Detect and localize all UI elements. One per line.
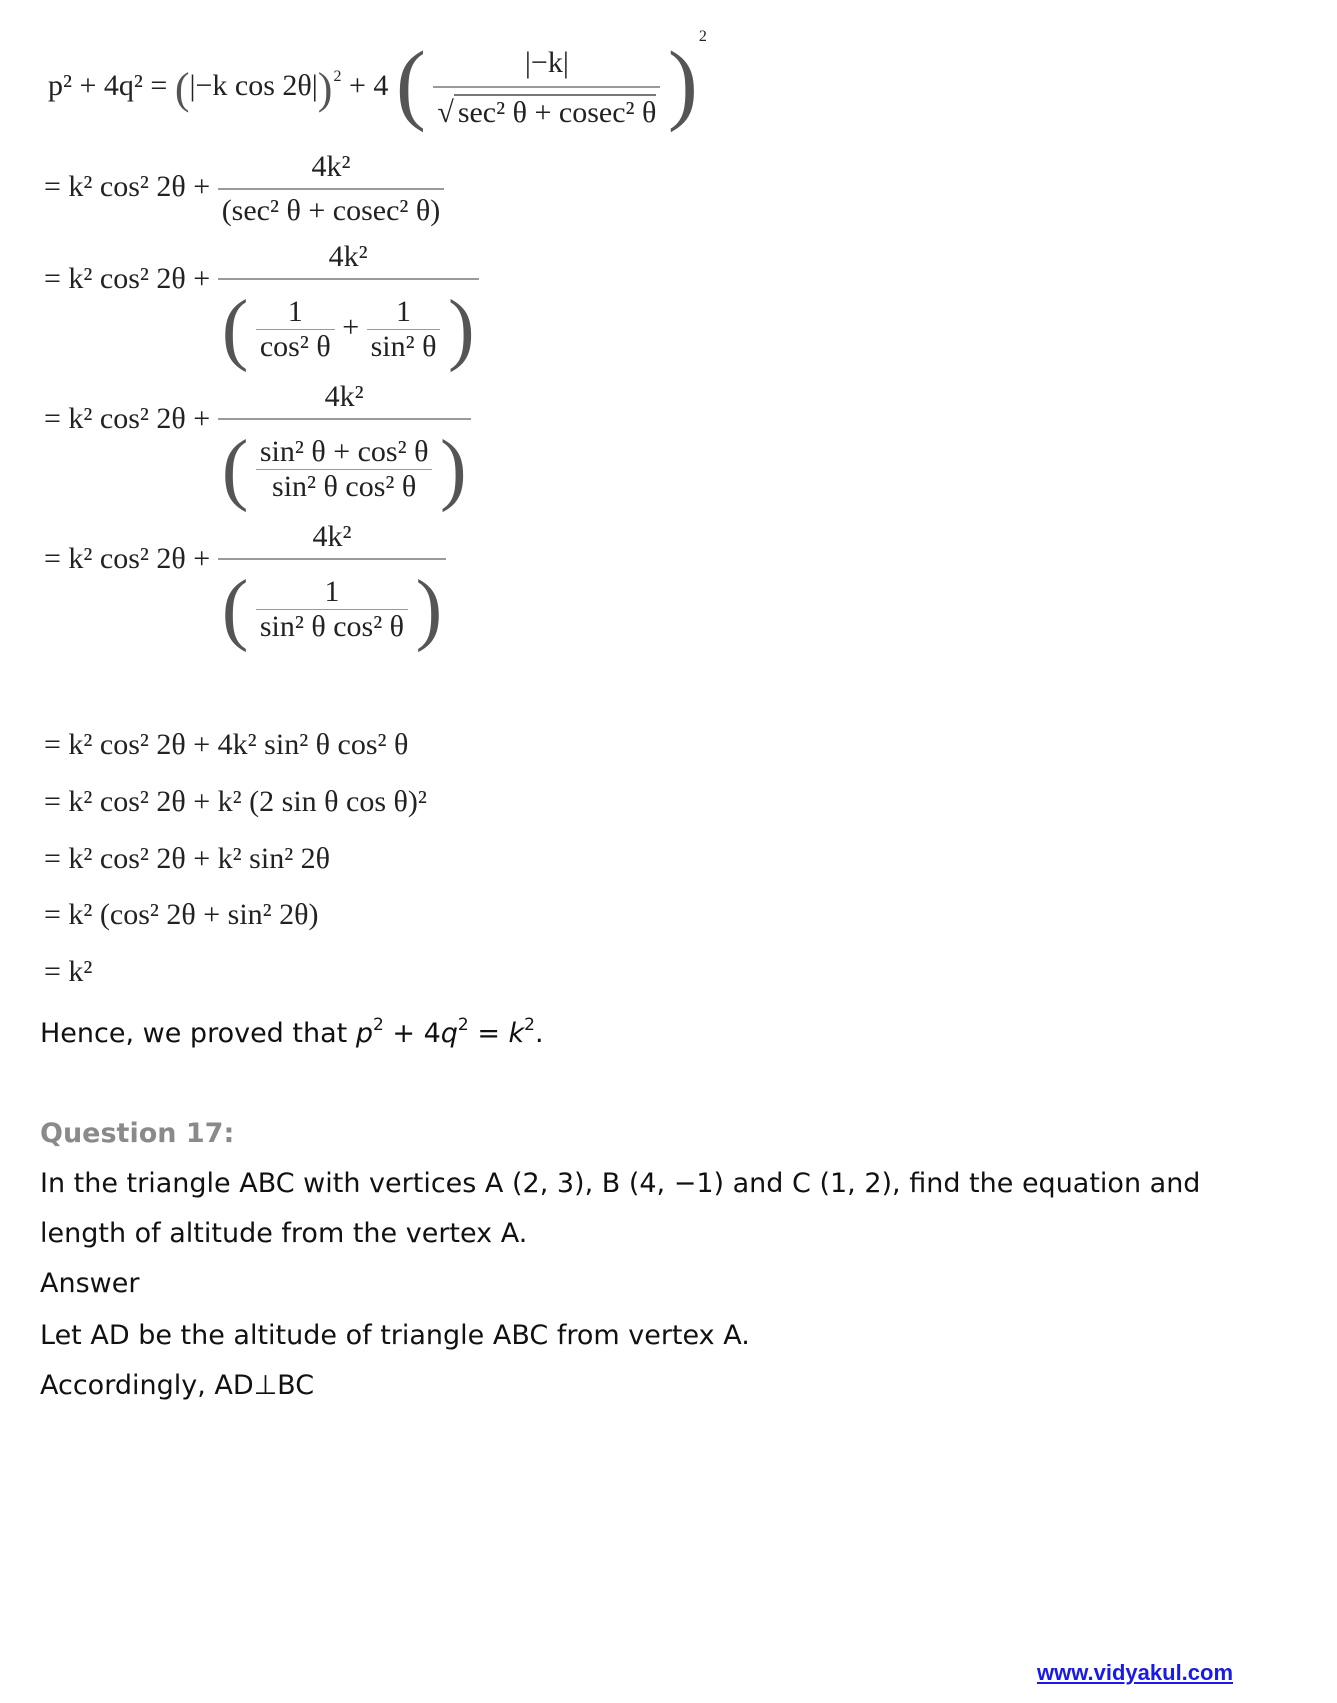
paren-open: ( [221, 425, 249, 513]
fraction-bar [218, 278, 479, 280]
eq4-fraction [218, 380, 471, 515]
paren-open: ( [174, 63, 190, 113]
eq4-numerator: 4k² [324, 380, 364, 413]
eq4-inner [256, 435, 433, 504]
fraction-bar [218, 558, 447, 560]
vidyakul-link[interactable]: www.vidyakul.com [1037, 1660, 1234, 1685]
exp: 2 [457, 1015, 469, 1035]
equation-line-4 [44, 380, 471, 515]
eq5-fraction [218, 520, 447, 655]
paren-open: ( [221, 285, 249, 373]
eq1-exp: 2 [333, 68, 342, 85]
eq1-denominator: √ sec² θ + cosec² θ [437, 96, 657, 130]
paren-open: ( [221, 565, 249, 653]
equation-line-1 [48, 28, 707, 135]
equation-line-5 [44, 520, 446, 655]
inner-numerator: sin² θ + cos² θ [259, 435, 429, 468]
eq1-plus: + 4 [348, 69, 389, 102]
equation-line-8: = k² cos² 2θ + k² sin² 2θ [44, 842, 331, 875]
conclusion-prefix: Hence, we proved that [40, 1018, 356, 1049]
var-p: p [355, 1018, 373, 1049]
eq2-prefix: = k² cos² 2θ + [44, 169, 211, 203]
eq3-denominator [218, 284, 479, 375]
answer-line-2: Accordingly, AD⊥BC [40, 1370, 315, 1401]
paren-close-large: ) [667, 34, 698, 133]
eq1-fraction [433, 46, 660, 130]
eq1-lhs: p² + 4q² = [48, 69, 168, 102]
equation-line-6: = k² cos² 2θ + 4k² sin² θ cos² θ [44, 728, 409, 761]
equation-line-7: = k² cos² 2θ + k² (2 sin θ cos θ)² [44, 785, 427, 818]
inner-denominator: sin² θ cos² θ [259, 610, 405, 643]
equation-line-3 [44, 240, 479, 375]
eq2-numerator: 4k² [311, 150, 351, 183]
inner-denominator: cos² θ [259, 330, 331, 363]
inner-denominator: sin² θ cos² θ [272, 470, 417, 503]
eq3-inner-left [256, 295, 335, 364]
inner-numerator: 1 [396, 295, 412, 328]
fraction-bar [433, 86, 660, 88]
answer-line-1: Let AD be the altitude of triangle ABC from vertex A. [40, 1320, 750, 1351]
equation-line-10: = k² [44, 955, 93, 988]
eq5-inner [256, 575, 408, 644]
period: . [535, 1018, 544, 1049]
paren-open-large: ( [395, 34, 426, 133]
var-q: q [440, 1018, 458, 1049]
eq3-fraction [218, 240, 479, 375]
eq4-prefix: = k² cos² 2θ + [44, 402, 211, 435]
eq4-denominator [218, 424, 471, 515]
eq5-numerator: 4k² [312, 520, 352, 553]
paren-close: ) [415, 565, 443, 653]
var-k: k [508, 1018, 525, 1049]
question-line-1: In the triangle ABC with vertices A (2, 3), B (4, −1) and C (1, 2), find the equation and [40, 1168, 1201, 1199]
eq5-denominator [218, 564, 447, 655]
inner-denominator: sin² θ [370, 330, 437, 363]
question-heading: Question 17: [40, 1118, 235, 1149]
eq3-inner-right [367, 295, 441, 364]
eq2-denominator: (sec² θ + cosec² θ) [221, 194, 441, 227]
eq5-prefix: = k² cos² 2θ + [44, 542, 211, 575]
paren-close: ) [447, 285, 475, 373]
eq1-numerator: |−k| [524, 46, 569, 80]
eq1-radicand: sec² θ + cosec² θ [454, 94, 657, 130]
paren-close: ) [439, 425, 467, 513]
eq1-term1: |−k cos 2θ| [189, 69, 318, 102]
equation-line-2 [44, 150, 444, 228]
fraction-bar [218, 188, 445, 190]
exp: 2 [372, 1015, 384, 1035]
fraction-bar [218, 418, 471, 420]
equation-line-9: = k² (cos² 2θ + sin² 2θ) [44, 898, 319, 931]
eq3-numerator: 4k² [328, 240, 368, 273]
paren-close: ) [317, 63, 333, 113]
eq3-prefix: = k² cos² 2θ + [44, 262, 211, 295]
conclusion-text [40, 1015, 544, 1049]
exp: 2 [524, 1015, 535, 1035]
inner-numerator: 1 [324, 575, 340, 608]
inner-plus: + [342, 310, 360, 344]
answer-label: Answer [40, 1268, 140, 1299]
eq-mid: + 4 [383, 1018, 441, 1049]
inner-numerator: 1 [287, 295, 303, 328]
eq1-outer-exp: 2 [698, 28, 707, 45]
question-line-2: length of altitude from the vertex A. [40, 1218, 528, 1249]
eq-equals: = [468, 1018, 509, 1049]
eq2-fraction [218, 150, 445, 228]
